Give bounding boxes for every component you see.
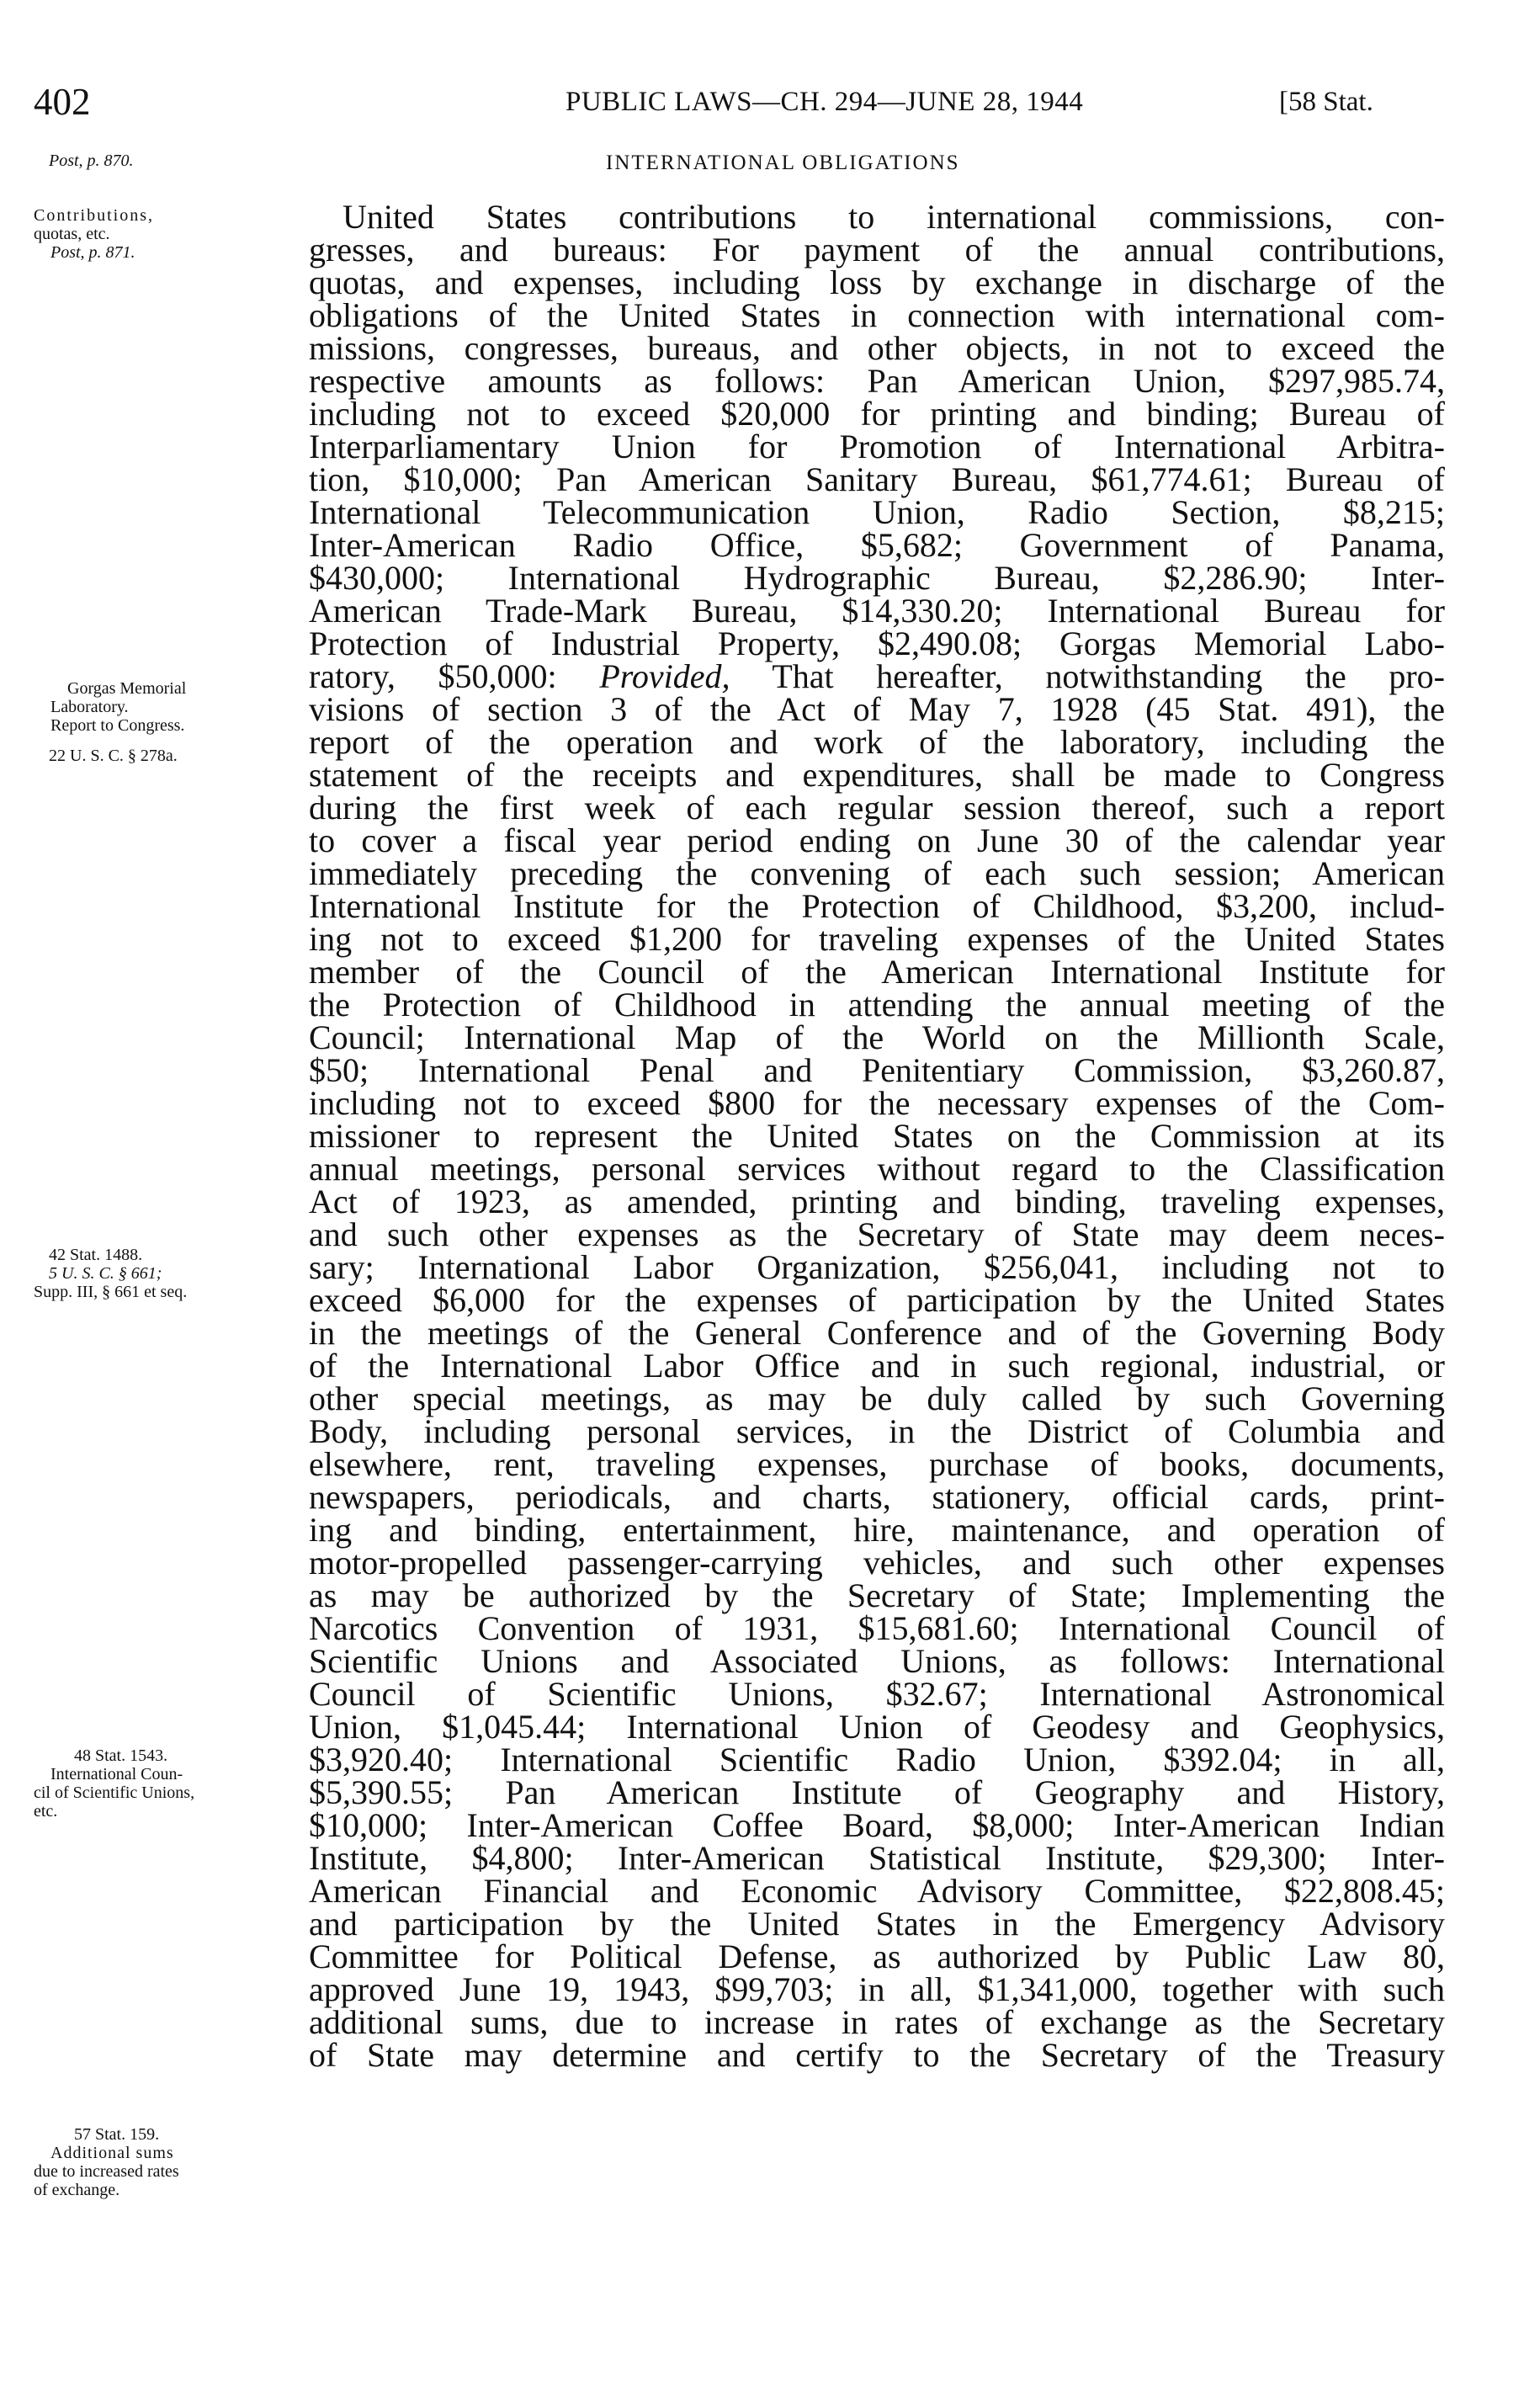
- sidenote-line: cil of Scientific Unions,: [34, 1783, 195, 1802]
- running-head: PUBLIC LAWS—CH. 294—JUNE 28, 1944: [566, 87, 1084, 117]
- sidenote-line: quotas, etc.: [34, 225, 110, 243]
- sidenote-line: 5 U. S. C. § 661;: [49, 1264, 162, 1283]
- sidenote-line: 42 Stat. 1488.: [49, 1246, 143, 1264]
- body-line: motor-propelled passenger-carrying vehicles, and such other expenses: [309, 1544, 1445, 1581]
- body-line: immediately preceding the convening of each such session; American: [309, 854, 1445, 892]
- body-line: ing not to exceed $1,200 for traveling expenses of the United States: [309, 920, 1445, 958]
- body-line: sary; International Labor Organization, $256,041, including not to: [309, 1248, 1445, 1286]
- sidenote-line: 48 Stat. 1543.: [74, 1746, 168, 1765]
- body-line: elsewhere, rent, traveling expenses, purchase of books, documents,: [309, 1445, 1445, 1483]
- body-line: Scientific Unions and Associated Unions, as follows: International: [309, 1642, 1445, 1680]
- proviso-word: Provided,: [599, 657, 730, 695]
- sidenote-usc-278a: [34, 747, 290, 765]
- body-line: Council; International Map of the World on the Millionth Scale,: [309, 1018, 1445, 1056]
- body-line: and such other expenses as the Secretary of State may deem neces-: [309, 1215, 1445, 1253]
- body-line: $50; International Penal and Penitentiary Commission, $3,260.87,: [309, 1051, 1445, 1089]
- body-line: of the International Labor Office and in such regional, industrial, or: [309, 1347, 1445, 1385]
- body-line: $430,000; International Hydrographic Bureau, $2,286.90; Inter-: [309, 559, 1445, 597]
- proviso-rest: That hereafter, notwithstanding the pro-: [730, 657, 1445, 695]
- body-line: Committee for Political Defense, as authorized by Public Law 80,: [309, 1938, 1445, 1975]
- margin-post-reference: Post, p. 870.: [49, 151, 134, 170]
- volume-reference: [58 Stat.: [1279, 87, 1373, 117]
- body-line: visions of section 3 of the Act of May 7, 1928 (45 Stat. 491), the: [309, 690, 1445, 728]
- body-line: American Financial and Economic Advisory Committee, $22,808.45;: [309, 1872, 1445, 1910]
- body-line: $3,920.40; International Scientific Radio Union, $392.04; in all,: [309, 1741, 1445, 1778]
- sidenote-line: due to increased rates: [34, 2162, 179, 2181]
- sidenote-gorgas-laboratory: [34, 679, 290, 735]
- body-line: International Telecommunication Union, Radio Section, $8,215;: [309, 493, 1445, 531]
- sidenote-contributions: [34, 206, 290, 262]
- body-line-proviso: [309, 657, 1445, 695]
- statute-body-text: [309, 200, 1445, 2104]
- body-line: Council of Scientific Unions, $32.67; International Astronomical: [309, 1675, 1445, 1713]
- body-line: of State may determine and certify to the Secretary of the Treasury: [309, 2036, 1445, 2074]
- section-title: INTERNATIONAL OBLIGATIONS: [606, 151, 960, 174]
- body-line: Act of 1923, as amended, printing and binding, traveling expenses,: [309, 1183, 1445, 1220]
- sidenote-line: Report to Congress.: [50, 716, 185, 735]
- body-line: [309, 2071, 1445, 2104]
- body-line: to cover a fiscal year period ending on June 30 of the calendar year: [309, 821, 1445, 859]
- body-line: report of the operation and work of the laboratory, including the: [309, 723, 1445, 761]
- body-line: and participation by the United States in the Emergency Advisory: [309, 1905, 1445, 1943]
- sidenote-line: International Coun-: [50, 1765, 183, 1783]
- body-line: missions, congresses, bureaus, and other objects, in not to exceed the: [309, 329, 1445, 367]
- sidenote-line: Contributions,: [34, 206, 155, 225]
- body-line: International Institute for the Protection of Childhood, $3,200, includ-: [309, 887, 1445, 925]
- body-line: Institute, $4,800; Inter-American Statistical Institute, $29,300; Inter-: [309, 1839, 1445, 1877]
- body-line: American Trade-Mark Bureau, $14,330.20; International Bureau for: [309, 592, 1445, 630]
- body-line: Body, including personal services, in the District of Columbia and: [309, 1412, 1445, 1450]
- sidenote-42-stat-1488: [34, 1246, 290, 1301]
- body-line: Protection of Industrial Property, $2,490.08; Gorgas Memorial Labo-: [309, 625, 1445, 662]
- sidenote-line: 22 U. S. C. § 278a.: [49, 747, 178, 765]
- body-line: missioner to represent the United States on the Commission at its: [309, 1117, 1445, 1155]
- sidenote-line: Laboratory.: [50, 698, 129, 716]
- body-line: exceed $6,000 for the expenses of participation by the United States: [309, 1281, 1445, 1319]
- body-line: as may be authorized by the Secretary of State; Implementing the: [309, 1576, 1445, 1614]
- sidenote-line: Supp. III, § 661 et seq.: [34, 1283, 188, 1301]
- body-line: Inter-American Radio Office, $5,682; Government of Panama,: [309, 526, 1445, 564]
- body-line: $10,000; Inter-American Coffee Board, $8,000; Inter-American Indian: [309, 1806, 1445, 1844]
- sidenote-57-stat-159: [34, 2125, 290, 2199]
- body-line: in the meetings of the General Conference and of the Governing Body: [309, 1314, 1445, 1352]
- body-line: obligations of the United States in connection with international com-: [309, 296, 1445, 334]
- sidenote-line: Post, p. 871.: [50, 243, 135, 262]
- body-line: member of the Council of the American International Institute for: [309, 953, 1445, 991]
- sidenote-line: Additional sums: [50, 2144, 174, 2162]
- page-number: 402: [34, 81, 91, 123]
- body-line: United States contributions to international commissions, con-: [343, 198, 1445, 236]
- page-header: [34, 80, 1431, 130]
- sidenote-line: etc.: [34, 1802, 58, 1821]
- body-line: additional sums, due to increase in rates of exchange as the Secretary: [309, 2003, 1445, 2041]
- body-line: during the first week of each regular session thereof, such a report: [309, 789, 1445, 827]
- body-line: tion, $10,000; Pan American Sanitary Bureau, $61,774.61; Bureau of: [309, 460, 1445, 498]
- body-line: statement of the receipts and expenditures, shall be made to Congress: [309, 756, 1445, 794]
- sidenote-line: Gorgas Memorial: [67, 679, 187, 698]
- body-line: including not to exceed $800 for the necessary expenses of the Com-: [309, 1084, 1445, 1122]
- body-line: Narcotics Convention of 1931, $15,681.60; International Council of: [309, 1609, 1445, 1647]
- body-line: gresses, and bureaus: For payment of the annual contributions,: [309, 231, 1445, 268]
- proviso-lead: ratory, $50,000:: [309, 657, 557, 695]
- sidenote-line: of exchange.: [34, 2181, 120, 2199]
- body-line: newspapers, periodicals, and charts, stationery, official cards, print-: [309, 1478, 1445, 1516]
- body-line: ing and binding, entertainment, hire, maintenance, and operation of: [309, 1511, 1445, 1549]
- body-line: respective amounts as follows: Pan American Union, $297,985.74,: [309, 362, 1445, 400]
- body-line: Union, $1,045.44; International Union of Geodesy and Geophysics,: [309, 1708, 1445, 1746]
- sidenote-line: 57 Stat. 159.: [74, 2125, 160, 2144]
- body-line: other special meetings, as may be duly called by such Governing: [309, 1379, 1445, 1417]
- body-line: annual meetings, personal services without regard to the Classification: [309, 1150, 1445, 1188]
- body-line: quotas, and expenses, including loss by exchange in discharge of the: [309, 263, 1445, 301]
- body-line: approved June 19, 1943, $99,703; in all, $1,341,000, together with such: [309, 1970, 1445, 2008]
- sidenote-48-stat-1543: [34, 1746, 290, 1821]
- body-line: including not to exceed $20,000 for printing and binding; Bureau of: [309, 395, 1445, 433]
- body-line: the Protection of Childhood in attending the annual meeting of the: [309, 986, 1445, 1023]
- body-line: $5,390.55; Pan American Institute of Geography and History,: [309, 1773, 1445, 1811]
- body-line: Interparliamentary Union for Promotion of International Arbitra-: [309, 428, 1445, 465]
